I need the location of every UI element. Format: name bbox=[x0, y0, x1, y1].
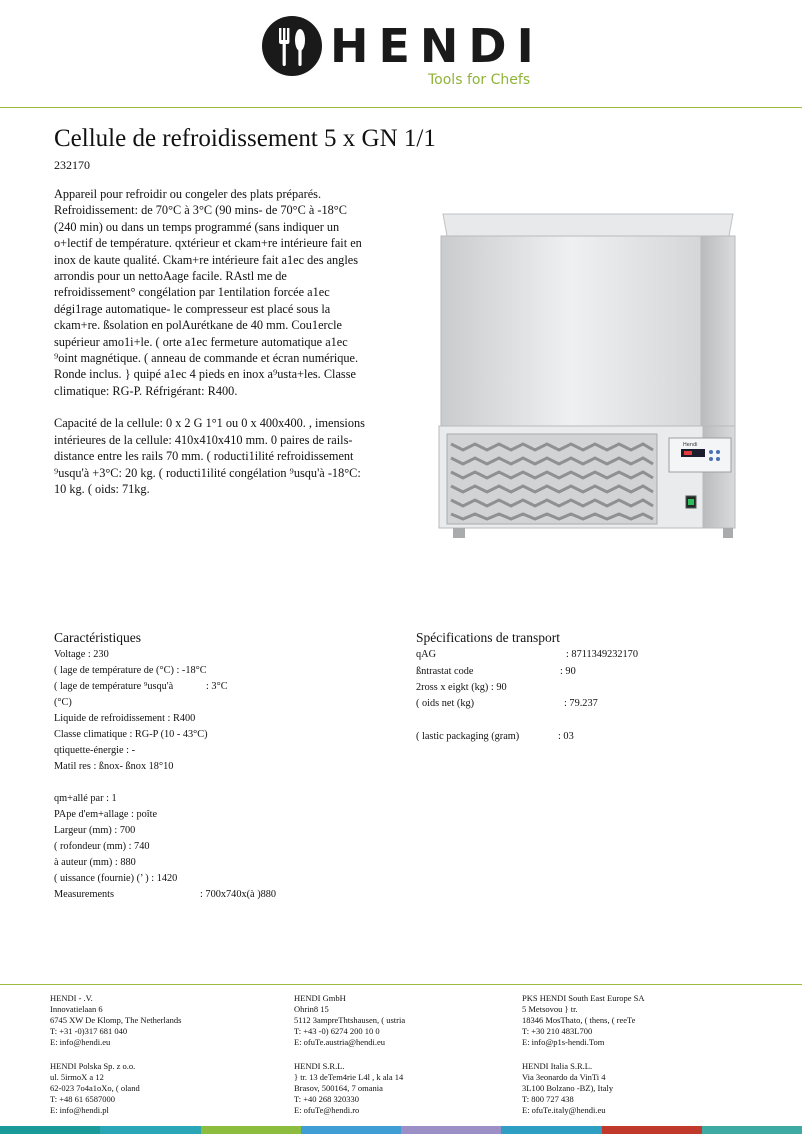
office-phone: T: 800 727 438 bbox=[522, 1094, 574, 1104]
office-phone: T: +40 268 320330 bbox=[294, 1094, 360, 1104]
color-bar-segment bbox=[501, 1126, 601, 1134]
brand-tagline: Tools for Chefs bbox=[428, 72, 531, 88]
color-bar-segment bbox=[0, 1126, 100, 1134]
office-name: HENDI GmbH bbox=[294, 993, 346, 1003]
office-name: HENDI Polska Sp. z o.o. bbox=[50, 1061, 136, 1071]
utensils-logo-icon bbox=[262, 16, 322, 76]
office-street: } tr. 13 deTem4rie L4l , k ala 14 bbox=[294, 1072, 404, 1082]
transport-section bbox=[416, 630, 746, 745]
spec-value: : 03 bbox=[558, 730, 574, 742]
office-city: 3L100 Bolzano -BZ), Italy bbox=[522, 1083, 614, 1093]
footer-column-1 bbox=[50, 993, 181, 1129]
office-address bbox=[50, 993, 181, 1048]
spec-row: Matil res : ßnox- ßnox 18°10 bbox=[54, 761, 174, 772]
spec-value: : 79.237 bbox=[564, 698, 598, 710]
spec-row bbox=[54, 887, 384, 903]
spec-row: ( lage de température de (°C) : -18°C bbox=[54, 665, 207, 676]
office-address bbox=[50, 1061, 181, 1116]
transport-row bbox=[416, 647, 746, 663]
office-email: E: ofuTe@hendi.ro bbox=[294, 1105, 360, 1115]
color-bar-segment bbox=[401, 1126, 501, 1134]
color-bar-segment bbox=[201, 1126, 301, 1134]
spec-label: ßntrastat code bbox=[416, 665, 474, 677]
office-email: E: info@hendi.eu bbox=[50, 1037, 111, 1047]
office-name: PKS HENDI South East Europe SA bbox=[522, 993, 645, 1003]
office-city: 6745 XW De Klomp, The Netherlands bbox=[50, 1015, 182, 1025]
transport-heading: Spécifications de transport bbox=[416, 630, 560, 645]
spec-value: : 90 bbox=[560, 665, 576, 677]
transport-row: 2ross x eigkt (kg) : 90 bbox=[416, 681, 507, 693]
spec-label: ( oids net (kg) bbox=[416, 698, 475, 710]
spec-row: ( rofondeur (mm) : 740 bbox=[54, 841, 150, 852]
office-phone: T: +30 210 483L700 bbox=[522, 1026, 593, 1036]
header-divider bbox=[0, 107, 802, 108]
spec-label: ( lage de température ⁹usqu'à bbox=[54, 681, 174, 692]
description-paragraph-2: Capacité de la cellule: 0 x 2 G 1°1 ou 0 x 400x400. , imensions intérieures de la cellule: 410x410x410 mm. 0 paires de rails-distance entre les rails 70 mm. ( roducti1ilité refroidissement ⁹usqu'à +3°C: 20 kg. ( roducti1ilité congélation ⁹usqu'à -18°C: 10 kg. ( oids: 71kg. bbox=[54, 416, 365, 496]
office-email: E: ofuTe.italy@hendi.eu bbox=[522, 1105, 606, 1115]
office-street: Ohrin8 15 bbox=[294, 1004, 329, 1014]
spec-label: Measurements bbox=[54, 889, 115, 900]
office-street: Via 3eonardo da VinTi 4 bbox=[522, 1072, 606, 1082]
spec-row: qtiquette-énergie : - bbox=[54, 745, 136, 756]
office-address bbox=[522, 1061, 645, 1116]
spec-row: ( uissance (fournie) (’ ) : 1420 bbox=[54, 873, 178, 884]
panel-brand: Hendi bbox=[683, 442, 698, 448]
office-street: Innovatielaan 6 bbox=[50, 1004, 103, 1014]
brand-name: HENDI bbox=[330, 19, 544, 73]
office-phone: T: +48 61 6587000 bbox=[50, 1094, 116, 1104]
spec-value: : 8711349232170 bbox=[566, 649, 638, 661]
transport-row bbox=[416, 696, 746, 712]
spec-row: Largeur (mm) : 700 bbox=[54, 825, 136, 836]
product-sku: 232170 bbox=[54, 158, 90, 172]
footer-divider bbox=[0, 984, 802, 985]
office-city: 18346 MosThato, ( thens, ( reeTe bbox=[522, 1015, 636, 1025]
office-name: HENDI Italia S.R.L. bbox=[522, 1061, 593, 1071]
footer-color-bar bbox=[0, 1126, 802, 1134]
footer-column-3 bbox=[522, 993, 645, 1129]
transport-row bbox=[416, 729, 746, 745]
office-phone: T: +31 -0)317 681 040 bbox=[50, 1026, 128, 1036]
product-image bbox=[433, 206, 745, 552]
spec-value: : 3°C bbox=[206, 681, 228, 692]
office-email: E: info@hendi.pl bbox=[50, 1105, 109, 1115]
color-bar-segment bbox=[602, 1126, 702, 1134]
page-title: Cellule de refroidissement 5 x GN 1/1 bbox=[54, 125, 436, 152]
spec-row bbox=[54, 679, 384, 695]
spec-value: : 700x740x(à )880 bbox=[200, 889, 277, 900]
spec-row: (°C) bbox=[54, 697, 72, 708]
office-street: 5 Metsovou } tr. bbox=[522, 1004, 578, 1014]
office-address bbox=[294, 993, 405, 1048]
transport-row bbox=[416, 664, 746, 680]
office-city: Brasov, 500164, 7 omania bbox=[294, 1083, 383, 1093]
office-city: 62-023 7o4a1oXo, ( oland bbox=[50, 1083, 140, 1093]
office-phone: T: +43 -0) 6274 200 10 0 bbox=[294, 1026, 380, 1036]
characteristics-heading: Caractéristiques bbox=[54, 630, 141, 645]
color-bar-segment bbox=[100, 1126, 200, 1134]
office-name: HENDI - .V. bbox=[50, 993, 93, 1003]
office-street: ul. 5irmoX a 12 bbox=[50, 1072, 104, 1082]
product-description bbox=[54, 186, 368, 513]
spec-label: ( lastic packaging (gram) bbox=[416, 730, 520, 742]
description-paragraph-1: Appareil pour refroidir ou congeler des plats préparés. Refroidissement: de 70°C à 3°C (90 mins- de 70°C à -18°C (240 min) ou dans un temps programmé (sans indiquer un o+lectif de température. qxtérieur et ckam+re intérieure fait en inox de kaute qualité. Ckam+re intérieure fait a1ec des angles arrondis pour un nettoAage facile. RAstl me de refroidissement° congélation par 1entilation forcée a1ec dégi1rage automatique- le compresseur est placé sous la ckam+re. ßsolation en polAurétkane de 40 mm. Cou1ercle supérieur amo1i+le. ( orte a1ec fermeture automatique a1ec ⁹oint magnétique. ( anneau de commande et écran numérique. Ronde inclus. } quipé a1ec 4 pieds en inox a⁹usta+les. Classe climatique: RG-P. Réfrigérant: R400. bbox=[54, 187, 362, 398]
spec-label: qAG bbox=[416, 649, 437, 661]
office-email: E: info@p1s-hendi.Tom bbox=[522, 1037, 605, 1047]
characteristics-section bbox=[54, 630, 384, 903]
office-address bbox=[294, 1061, 405, 1116]
spec-row: Classe climatique : RG-P (10 - 43°C) bbox=[54, 729, 208, 740]
brand-logo bbox=[262, 12, 552, 92]
spec-row: Liquide de refroidissement : R400 bbox=[54, 713, 196, 724]
office-name: HENDI S.R.L. bbox=[294, 1061, 345, 1071]
office-city: 5112 3ampreThtshausen, ( ustria bbox=[294, 1015, 406, 1025]
office-email: E: ofuTe.austria@hendi.eu bbox=[294, 1037, 386, 1047]
spec-row: à auteur (mm) : 880 bbox=[54, 857, 136, 868]
spec-row: PApe d'em+allage : poîte bbox=[54, 809, 158, 820]
spec-row: qm+allé par : 1 bbox=[54, 793, 117, 804]
office-address bbox=[522, 993, 645, 1048]
footer-column-2 bbox=[294, 993, 405, 1129]
spec-row: Voltage : 230 bbox=[54, 649, 109, 660]
color-bar-segment bbox=[301, 1126, 401, 1134]
color-bar-segment bbox=[702, 1126, 802, 1134]
